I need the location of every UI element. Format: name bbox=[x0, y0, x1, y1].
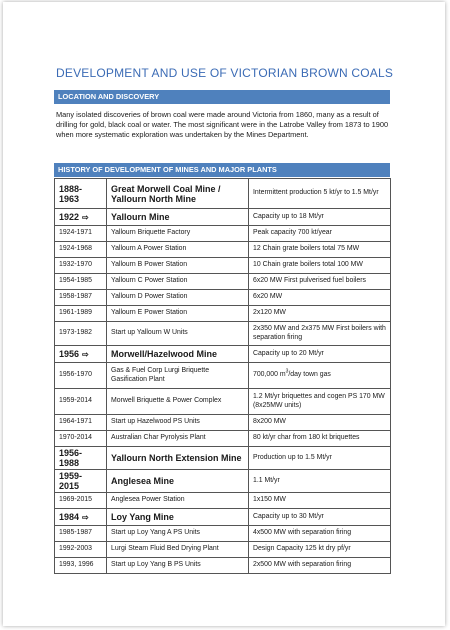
year-cell bbox=[55, 493, 107, 509]
table-row bbox=[55, 431, 391, 447]
detail-text: 1x150 MW bbox=[253, 496, 286, 504]
table-row bbox=[55, 542, 391, 558]
arrow-right-icon: ⇨ bbox=[82, 212, 89, 222]
detail-text: 2x120 MW bbox=[253, 309, 286, 317]
detail-text: 1.2 Mt/yr briquettes and cogen PS 170 MW (8x25MW units) bbox=[253, 393, 385, 409]
section-heading-history: HISTORY OF DEVELOPMENT OF MINES AND MAJOR PLANTS bbox=[54, 163, 390, 177]
year-text: 1956 bbox=[59, 348, 80, 359]
year-text: 1959-2015 bbox=[59, 471, 83, 491]
year-cell bbox=[55, 242, 107, 258]
year-cell bbox=[55, 363, 107, 389]
detail-text: 2x500 MW with separation firing bbox=[253, 561, 352, 569]
plant-name-cell: Yallourn North Extension Mine bbox=[107, 447, 249, 470]
year-text: 1993, 1996 bbox=[59, 561, 94, 569]
plant-name-cell: Morwell Briquette & Power Complex bbox=[107, 389, 249, 415]
year-text: 1970-2014 bbox=[59, 434, 92, 442]
plant-name-cell: Great Morwell Coal Mine / Yallourn North Mine bbox=[107, 179, 249, 209]
table-row bbox=[55, 470, 391, 493]
detail-cell bbox=[249, 242, 391, 258]
detail-text: 8x200 MW bbox=[253, 418, 286, 426]
detail-cell bbox=[249, 274, 391, 290]
plant-name-cell: Yallourn B Power Station bbox=[107, 258, 249, 274]
arrow-right-icon: ⇨ bbox=[82, 349, 89, 359]
detail-text: Production up to 1.5 Mt/yr bbox=[253, 453, 332, 461]
year-cell bbox=[55, 389, 107, 415]
detail-cell bbox=[249, 363, 391, 389]
year-cell bbox=[55, 346, 107, 363]
year-cell bbox=[55, 447, 107, 470]
table-row bbox=[55, 209, 391, 226]
year-cell bbox=[55, 209, 107, 226]
table-row bbox=[55, 258, 391, 274]
table-row bbox=[55, 322, 391, 346]
year-text: 1992-2003 bbox=[59, 545, 92, 553]
detail-text: 1.1 Mt/yr bbox=[253, 476, 280, 484]
table-row bbox=[55, 363, 391, 389]
detail-cell bbox=[249, 542, 391, 558]
detail-cell bbox=[249, 346, 391, 363]
detail-cell bbox=[249, 179, 391, 209]
plant-name-cell: Morwell/Hazelwood Mine bbox=[107, 346, 249, 363]
plant-name-cell: Yallourn E Power Station bbox=[107, 306, 249, 322]
detail-cell bbox=[249, 431, 391, 447]
history-table bbox=[54, 178, 391, 574]
year-text: 1969-2015 bbox=[59, 496, 92, 504]
year-cell bbox=[55, 290, 107, 306]
document-title: DEVELOPMENT AND USE OF VICTORIAN BROWN COALS bbox=[56, 66, 394, 80]
year-text: 1984 bbox=[59, 511, 80, 522]
detail-cell bbox=[249, 470, 391, 493]
detail-text: 4x500 MW with separation firing bbox=[253, 529, 352, 537]
year-cell bbox=[55, 415, 107, 431]
year-text: 1961-1989 bbox=[59, 309, 92, 317]
year-text: 1954-1985 bbox=[59, 277, 92, 285]
table-row bbox=[55, 274, 391, 290]
year-cell bbox=[55, 431, 107, 447]
detail-text: 80 kt/yr char from 180 kt briquettes bbox=[253, 434, 360, 442]
table-row bbox=[55, 526, 391, 542]
plant-name-cell: Loy Yang Mine bbox=[107, 509, 249, 526]
detail-cell bbox=[249, 526, 391, 542]
year-cell bbox=[55, 526, 107, 542]
table-row bbox=[55, 226, 391, 242]
table-row bbox=[55, 415, 391, 431]
detail-cell bbox=[249, 290, 391, 306]
section-heading-location: LOCATION AND DISCOVERY bbox=[54, 90, 390, 104]
year-cell bbox=[55, 322, 107, 346]
year-cell bbox=[55, 258, 107, 274]
plant-name-cell: Anglesea Mine bbox=[107, 470, 249, 493]
detail-cell bbox=[249, 306, 391, 322]
plant-name-cell: Start up Loy Yang B PS Units bbox=[107, 558, 249, 574]
plant-name-cell: Anglesea Power Station bbox=[107, 493, 249, 509]
year-cell bbox=[55, 542, 107, 558]
detail-cell bbox=[249, 447, 391, 470]
year-cell bbox=[55, 179, 107, 209]
detail-cell bbox=[249, 509, 391, 526]
detail-text: 6x20 MW bbox=[253, 293, 283, 301]
detail-text-suffix: /day town gas bbox=[288, 371, 331, 379]
table-row bbox=[55, 179, 391, 209]
year-cell bbox=[55, 226, 107, 242]
arrow-right-icon: ⇨ bbox=[82, 512, 89, 522]
detail-text: Capacity up to 18 Mt/yr bbox=[253, 212, 324, 220]
plant-name-cell: Start up Hazelwood PS Units bbox=[107, 415, 249, 431]
table-row bbox=[55, 290, 391, 306]
plant-name-cell: Yallourn D Power Station bbox=[107, 290, 249, 306]
year-cell bbox=[55, 306, 107, 322]
year-text: 1888-1963 bbox=[59, 183, 83, 204]
table-row bbox=[55, 447, 391, 470]
detail-cell bbox=[249, 558, 391, 574]
year-text: 1956-1970 bbox=[59, 371, 92, 379]
detail-cell bbox=[249, 209, 391, 226]
detail-cell bbox=[249, 415, 391, 431]
plant-name-cell: Yallourn A Power Station bbox=[107, 242, 249, 258]
table-row bbox=[55, 389, 391, 415]
plant-name-cell: Yallourn Mine bbox=[107, 209, 249, 226]
plant-name-cell: Australian Char Pyrolysis Plant bbox=[107, 431, 249, 447]
detail-text: Capacity up to 30 Mt/yr bbox=[253, 512, 324, 520]
detail-text: 12 Chain grate boilers total 75 MW bbox=[253, 245, 360, 253]
year-cell bbox=[55, 274, 107, 290]
plant-name-cell: Yallourn C Power Station bbox=[107, 274, 249, 290]
year-text: 1973-1982 bbox=[59, 329, 92, 337]
year-text: 1924-1968 bbox=[59, 245, 92, 253]
year-cell bbox=[55, 470, 107, 493]
detail-cell bbox=[249, 322, 391, 346]
table-row bbox=[55, 306, 391, 322]
year-text: 1959-2014 bbox=[59, 397, 92, 405]
plant-name-cell: Lurgi Steam Fluid Bed Drying Plant bbox=[107, 542, 249, 558]
detail-text: Capacity up to 20 Mt/yr bbox=[253, 349, 324, 357]
plant-name-cell: Start up Yallourn W Units bbox=[107, 322, 249, 346]
table-row bbox=[55, 493, 391, 509]
table-row bbox=[55, 509, 391, 526]
year-cell bbox=[55, 509, 107, 526]
year-text: 1922 bbox=[59, 211, 80, 222]
plant-name-cell: Yallourn Briquette Factory bbox=[107, 226, 249, 242]
table-row bbox=[55, 242, 391, 258]
detail-text: Peak capacity 700 kt/year bbox=[253, 229, 332, 237]
year-text: 1932-1970 bbox=[59, 261, 92, 269]
table-row bbox=[55, 346, 391, 363]
detail-text: 700,000 m bbox=[253, 371, 286, 379]
table-row bbox=[55, 558, 391, 574]
detail-text: 10 Chain grate boilers total 100 MW bbox=[253, 261, 363, 269]
detail-cell bbox=[249, 258, 391, 274]
year-text: 1956-1988 bbox=[59, 448, 83, 468]
year-text: 1924-1971 bbox=[59, 229, 92, 237]
plant-name-cell: Start up Loy Yang A PS Units bbox=[107, 526, 249, 542]
year-text: 1964-1971 bbox=[59, 418, 92, 426]
detail-text: 6x20 MW First pulverised fuel boilers bbox=[253, 277, 366, 285]
location-paragraph: Many isolated discoveries of brown coal were made around Victoria from 1860, many as a result of drilling for gold, black coal or water. The most significant were in the Latrobe Valley from 1873 to 1900 when more systematic exploration was undertaken by the Mines Department. bbox=[56, 110, 389, 139]
detail-cell bbox=[249, 493, 391, 509]
detail-superscript: 3 bbox=[285, 368, 289, 375]
plant-name-cell: Gas & Fuel Corp Lurgi Briquette Gasification Plant bbox=[107, 363, 249, 389]
detail-cell bbox=[249, 226, 391, 242]
year-text: 1985-1987 bbox=[59, 529, 92, 537]
year-cell bbox=[55, 558, 107, 574]
detail-text: Design Capacity 125 kt dry pf/yr bbox=[253, 545, 351, 553]
year-text: 1958-1987 bbox=[59, 293, 92, 301]
detail-text: 2x350 MW and 2x375 MW First boilers with separation firing bbox=[253, 325, 386, 341]
detail-cell bbox=[249, 389, 391, 415]
detail-text: Intermittent production 5 kt/yr to 1.5 Mt/yr bbox=[253, 189, 379, 197]
